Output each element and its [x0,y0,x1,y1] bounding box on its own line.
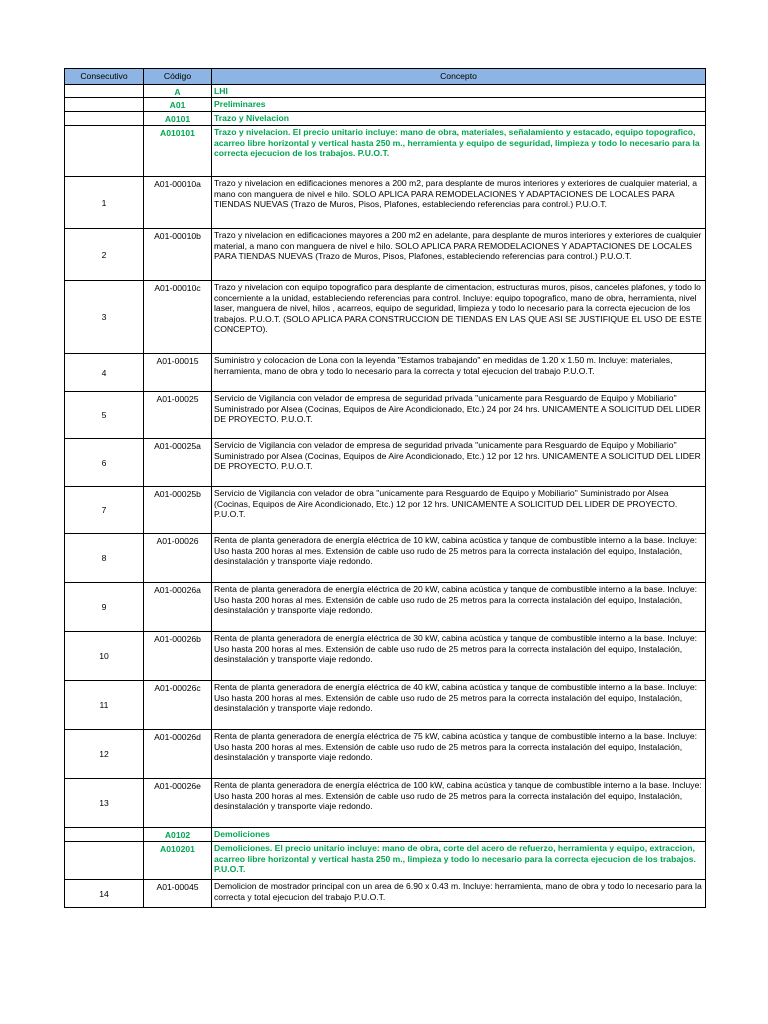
cell-consecutivo[interactable] [65,828,144,842]
cell-codigo[interactable]: A01-00026 [144,534,212,583]
table-row [65,583,706,632]
cell-codigo[interactable]: A01-00045 [144,880,212,908]
spreadsheet-sheet [64,68,705,908]
header-concepto[interactable]: Concepto [212,69,706,85]
cell-concepto[interactable]: Renta de planta generadora de energía eléctrica de 10 kW, cabina acústica y tanque de combustible interno a la base. Incluye: Uso hasta 200 horas al mes. Extensión de cable uso rudo de 25 metros para la correcta instalación del equipo, Instalación, desinstalación y transporte viaje redondo. [212,534,706,583]
table-row [65,534,706,583]
header-row [65,69,706,85]
cell-consecutivo[interactable] [65,126,144,177]
table-row [65,126,706,177]
cell-concepto[interactable]: Trazo y nivelacion en edificaciones mayores a 200 m2 en adelante, para desplante de muros interiores y exteriores de cualquier material, a mano con manguera de nivel e hilo. SOLO APLICA PARA REMODELACIONES Y ADAPTACIONES DE LOCALES PARA TIENDAS NUEVAS (Trazo de Muros, Pisos, Plafones, estableciendo referencias para control.) P.U.O.T. [212,229,706,281]
cell-consecutivo[interactable]: 6 [65,439,144,487]
concept-table [64,68,706,908]
header-codigo[interactable]: Código [144,69,212,85]
table-row [65,229,706,281]
cell-concepto[interactable]: Renta de planta generadora de energía eléctrica de 75 kW, cabina acústica y tanque de combustible interno a la base. Incluye: Uso hasta 200 horas al mes. Extensión de cable uso rudo de 25 metros para la correcta instalación del equipo, Instalación, desinstalación y transporte viaje redondo. [212,730,706,779]
cell-consecutivo[interactable]: 2 [65,229,144,281]
cell-concepto[interactable]: Renta de planta generadora de energía eléctrica de 100 kW, cabina acústica y tanque de combustible interno a la base. Incluye: Uso hasta 200 horas al mes. Extensión de cable uso rudo de 25 metros para la correcta instalación del equipo, Instalación, desinstalación y transporte viaje redondo. [212,779,706,828]
cell-concepto[interactable]: Suministro y colocacion de Lona con la leyenda "Estamos trabajando" en medidas de 1.20 x 1.50 m. Incluye: materiales, herramienta, mano de obra y todo lo necesario para la correcta y total ejecucion del trabajo P.U.O.T. [212,354,706,392]
table-row [65,828,706,842]
cell-consecutivo[interactable]: 9 [65,583,144,632]
cell-concepto[interactable]: Trazo y nivelacion. El precio unitario incluye: mano de obra, materiales, señalamiento y estacado, equipo topografico, acarreo libre horizontal y vertical hasta 250 m., herramienta y equipo de seguridad, limpieza y todo lo necesario para la correcta ejecucion de los trabajos. P.U.O.T. [212,126,706,177]
cell-concepto[interactable]: Renta de planta generadora de energía eléctrica de 40 kW, cabina acústica y tanque de combustible interno a la base. Incluye: Uso hasta 200 horas al mes. Extensión de cable uso rudo de 25 metros para la correcta instalación del equipo, Instalación, desinstalación y transporte viaje redondo. [212,681,706,730]
cell-codigo[interactable]: A [144,85,212,98]
table-row [65,112,706,126]
cell-codigo[interactable]: A010201 [144,842,212,880]
cell-consecutivo[interactable]: 10 [65,632,144,681]
table-row [65,880,706,908]
cell-codigo[interactable]: A01-00010c [144,281,212,354]
table-row [65,681,706,730]
cell-codigo[interactable]: A01 [144,98,212,112]
cell-consecutivo[interactable]: 7 [65,487,144,534]
cell-codigo[interactable]: A01-00025b [144,487,212,534]
cell-consecutivo[interactable]: 4 [65,354,144,392]
cell-consecutivo[interactable]: 13 [65,779,144,828]
cell-codigo[interactable]: A01-00026e [144,779,212,828]
cell-consecutivo[interactable] [65,112,144,126]
cell-codigo[interactable]: A010101 [144,126,212,177]
table-row [65,177,706,229]
cell-concepto[interactable]: Renta de planta generadora de energía eléctrica de 30 kW, cabina acústica y tanque de combustible interno a la base. Incluye: Uso hasta 200 horas al mes. Extensión de cable uso rudo de 25 metros para la correcta instalación del equipo, Instalación, desinstalación y transporte viaje redondo. [212,632,706,681]
cell-codigo[interactable]: A01-00026b [144,632,212,681]
cell-concepto[interactable]: Preliminares [212,98,706,112]
cell-concepto[interactable]: Servicio de Vigilancia con velador de empresa de seguridad privada "unicamente para Resguardo de Equipo y Mobiliario" Suministrado por Alsea (Cocinas, Equipos de Aire Acondicionado, Etc.) 24 por 24 hrs. UNICAMENTE A SOLICITUD DEL LIDER DE PROYECTO. P.U.O.T. [212,392,706,439]
cell-concepto[interactable]: Renta de planta generadora de energía eléctrica de 20 kW, cabina acústica y tanque de combustible interno a la base. Incluye: Uso hasta 200 horas al mes. Extensión de cable uso rudo de 25 metros para la correcta instalación del equipo, Instalación, desinstalación y transporte viaje redondo. [212,583,706,632]
cell-concepto[interactable]: Demoliciones [212,828,706,842]
cell-consecutivo[interactable] [65,98,144,112]
cell-codigo[interactable]: A0101 [144,112,212,126]
cell-codigo[interactable]: A01-00026a [144,583,212,632]
cell-codigo[interactable]: A01-00026c [144,681,212,730]
table-row [65,98,706,112]
cell-concepto[interactable]: Trazo y Nivelacion [212,112,706,126]
cell-consecutivo[interactable] [65,842,144,880]
table-row [65,632,706,681]
cell-consecutivo[interactable]: 11 [65,681,144,730]
cell-concepto[interactable]: Demolicion de mostrador principal con un area de 6.90 x 0.43 m. Incluye: herramienta, mano de obra y todo lo necesario para la correcta y total ejecucion del trabajo P.U.O.T. [212,880,706,908]
cell-consecutivo[interactable] [65,85,144,98]
cell-consecutivo[interactable]: 8 [65,534,144,583]
cell-codigo[interactable]: A01-00025 [144,392,212,439]
cell-concepto[interactable]: LHI [212,85,706,98]
table-row [65,779,706,828]
cell-concepto[interactable]: Servicio de Vigilancia con velador de empresa de seguridad privada "unicamente para Resguardo de Equipo y Mobiliario" Suministrado por Alsea (Cocinas, Equipos de Aire Acondicionado, Etc.) 12 por 12 hrs. UNICAMENTE A SOLICITUD DEL LIDER DE PROYECTO. P.U.O.T. [212,439,706,487]
table-row [65,730,706,779]
table-row [65,842,706,880]
cell-concepto[interactable]: Demoliciones. El precio unitario incluye: mano de obra, corte del acero de refuerzo, herramienta y equipo, extraccion, acarreo libre horizontal y vertical hasta 250 m., limpieza y todo lo necesario para la correcta ejecucion de los trabajos. P.U.O.T. [212,842,706,880]
header-consecutivo[interactable]: Consecutivo [65,69,144,85]
cell-codigo[interactable]: A01-00025a [144,439,212,487]
cell-codigo[interactable]: A01-00010b [144,229,212,281]
cell-codigo[interactable]: A01-00010a [144,177,212,229]
table-row [65,439,706,487]
cell-concepto[interactable]: Trazo y nivelacion con equipo topografico para desplante de cimentacion, estructuras muros, pisos, canceles plafones, y todo lo concerniente a la unidad, estableciendo referencias para control. Incluye: equipo topografico, mano de obra, herramienta, nivel laser, manguera de nivel, hilos , acarreos, equipo de seguridad, limpieza y todo lo necesario para la correcta ejecucion de los trabajos. P.U.O.T. (SOLO APLICA PARA CONSTRUCCION DE TIENDAS EN LAS QUE ASI SE JUSTIFIQUE EL USO DE ESTE CONCEPTO). [212,281,706,354]
cell-concepto[interactable]: Servicio de Vigilancia con velador de obra "unicamente para Resguardo de Equipo y Mobiliario" Suministrado por Alsea (Cocinas, Equipos de Aire Acondicionado, Etc.) 12 por 12 hrs. UNICAMENTE A SOLICITUD DEL LIDER DE PROYECTO. P.U.O.T. [212,487,706,534]
table-row [65,281,706,354]
cell-consecutivo[interactable]: 14 [65,880,144,908]
table-row [65,354,706,392]
cell-consecutivo[interactable]: 5 [65,392,144,439]
table-row [65,85,706,98]
cell-concepto[interactable]: Trazo y nivelacion en edificaciones menores a 200 m2, para desplante de muros interiores y exteriores de cualquier material, a mano con manguera de nivel e hilo. SOLO APLICA PARA REMODELACIONES Y ADAPTACIONES DE LOCALES PARA TIENDAS NUEVAS (Trazo de Muros, Pisos, Plafones, estableciendo referencias para control.) P.U.O.T. [212,177,706,229]
table-row [65,392,706,439]
cell-consecutivo[interactable]: 12 [65,730,144,779]
cell-codigo[interactable]: A01-00015 [144,354,212,392]
cell-consecutivo[interactable]: 3 [65,281,144,354]
cell-consecutivo[interactable]: 1 [65,177,144,229]
cell-codigo[interactable]: A0102 [144,828,212,842]
cell-codigo[interactable]: A01-00026d [144,730,212,779]
table-row [65,487,706,534]
